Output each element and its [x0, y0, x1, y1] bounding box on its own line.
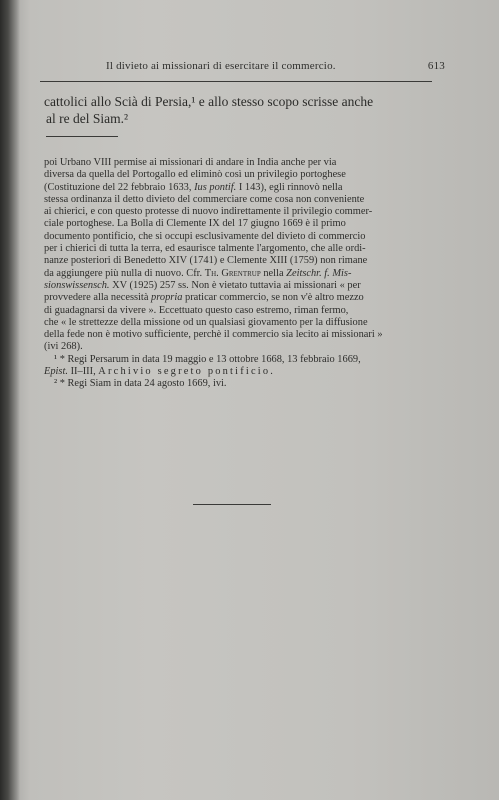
- footnote-line: diversa da quella del Portogallo ed eliminò così un privilegio portoghese: [44, 169, 346, 181]
- header-rule: [40, 81, 432, 82]
- footnote-line: della fede non è motivo sufficiente, perchè il commercio sia lecito ai missionari »: [44, 329, 383, 341]
- footnote-line: [44, 292, 434, 304]
- footnote-line: [44, 366, 434, 378]
- running-title: Il divieto ai missionari di esercitare il commercio.: [106, 60, 336, 72]
- footnote-line: ai chierici, e con questo protesse di nuovo indirettamente il privilegio commer-: [44, 206, 373, 218]
- footnote-line: ciale portoghese. La Bolla di Clemente IX del 17 giugno 1669 è il primo: [44, 218, 346, 230]
- footnote-line: stessa ordinanza il detto divieto del commerciare come cosa non conveniente: [44, 193, 365, 205]
- footnote-text: II–III,: [70, 366, 96, 378]
- footnote-line: [44, 280, 434, 292]
- emphasis-word: propria: [151, 292, 183, 304]
- footnote-line: [44, 182, 434, 194]
- footnote-1: ¹ * Regi Persarum in data 19 maggio e 13 ottobre 1668, 13 febbraio 1669,: [54, 353, 361, 365]
- book-spine-shadow: [0, 0, 20, 800]
- footnote-line: poi Urbano VIII permise ai missionari di andare in India anche per via: [44, 157, 337, 168]
- footnote-separator: [46, 136, 118, 137]
- footnote-text: (Costituzione del 22 febbraio 1633,: [44, 181, 192, 193]
- main-text-line: al re del Siam.²: [46, 111, 129, 126]
- footnote-line: nanze posteriori di Benedetto XIV (1741) e Clemente XIII (1759) non rimane: [44, 255, 368, 267]
- footnote-text: praticar commercio, se non v'è altro mezzo: [185, 292, 364, 304]
- citation-title: Zeitschr. f. Mis-: [286, 267, 352, 279]
- citation-title: sionswissensch.: [44, 279, 110, 291]
- footnote-text: XV (1925) 257 ss. Non è vietato tuttavia ai missionari « per: [112, 279, 361, 291]
- main-text: [44, 93, 444, 127]
- citation-title: Epist.: [44, 366, 68, 378]
- main-text-line: cattolici allo Scià di Persia,¹ e allo stesso scopo scrisse anche: [44, 94, 374, 109]
- footnote-line: (ivi 268).: [44, 341, 83, 353]
- end-rule: [193, 504, 271, 505]
- footnote-text: I 143), egli rinnovò nella: [238, 181, 343, 193]
- footnote-line: per i chierici di tutta la terra, ed esaurisce talmente l'argomento, che alle ordi-: [44, 243, 366, 255]
- footnote-line: di guadagnarsi da vivere ». Eccettuato questo caso estremo, riman fermo,: [44, 304, 349, 316]
- citation-title: Ius pontif.: [194, 181, 237, 193]
- footnote-text: provvedere alla necessità: [44, 292, 149, 304]
- footnotes-block: [44, 157, 434, 391]
- page-number: 613: [427, 60, 445, 72]
- footnote-2: ² * Regi Siam in data 24 agosto 1669, ivi.: [54, 378, 227, 390]
- footnote-text: da aggiungere più nulla di nuovo. Cfr.: [44, 267, 203, 279]
- footnote-line: documento pontificio, che si occupi esclusivamente del divieto di commercio: [44, 230, 366, 242]
- footnote-line: che « le strettezze della missione od un qualsiasi giovamento per la diffusione: [44, 316, 368, 328]
- archive-name: Archivio segreto pontificio.: [98, 366, 276, 378]
- footnote-line: [44, 268, 434, 280]
- footnote-text: nella: [263, 267, 284, 279]
- author-name: Th. Grentrup: [204, 267, 261, 279]
